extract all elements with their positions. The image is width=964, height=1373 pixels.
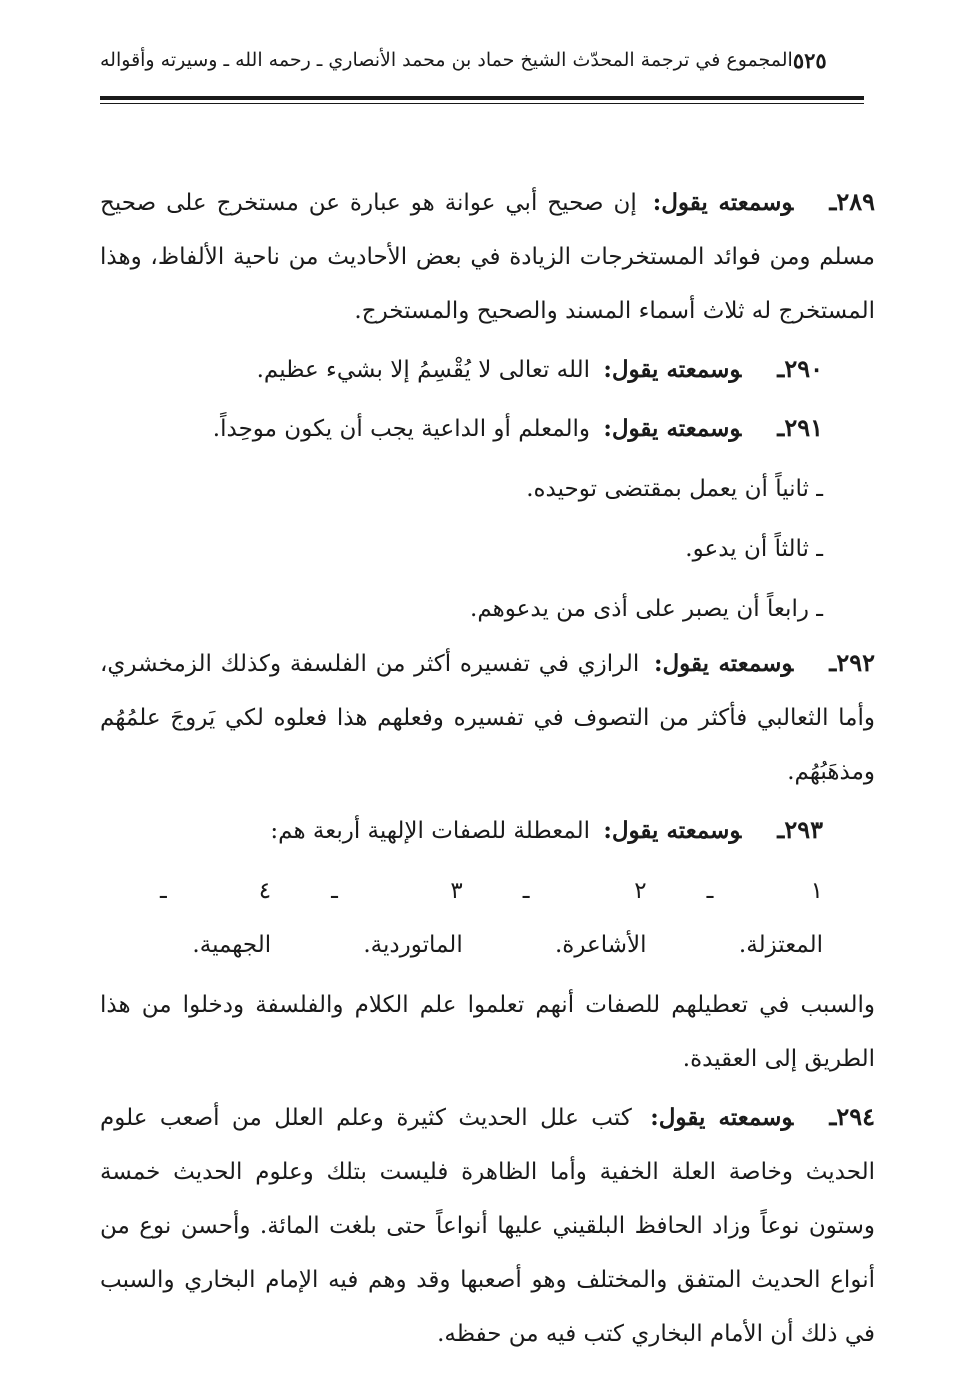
entry-number: ٢٩٢ـ	[829, 648, 875, 677]
entry-292	[100, 636, 875, 799]
entry-text: إن صحيح أبي عوانة هو عبارة عن مستخرج على صحيح مسلم ومن فوائد المستخرجات الزيادة في بعض الأحاديث من ناحية الألفاظ، وهذا المستخرج له ثلاث أسماء المسند والصحيح والمستخرج.	[100, 190, 875, 324]
list-item: ـ ثالثاً أن يدعو.	[685, 536, 823, 562]
header-rule-thin	[100, 103, 864, 104]
entry-text: والمعلم أو الداعية يجب أن يكون موحِداً.	[212, 416, 591, 442]
sect-list	[100, 864, 875, 972]
entry-text: الرازي في تفسيره أكثر من الفلسفة وكذلك الزمخشري، وأما الثعالبي فأكثر من التصوف في تفسيره وفعلهم هذا فعلوه لكي يَروجَ علمُهُم ومذهَبُهُم.	[100, 651, 875, 785]
page-body	[100, 175, 875, 1365]
entry-lead: وسمعته يقول:	[653, 650, 794, 677]
entry-text: المعطلة للصفات الإلهية أربعة هم:	[270, 818, 591, 844]
entry-293	[100, 803, 875, 858]
header-rule-thick	[100, 96, 864, 100]
entry-289	[100, 175, 875, 338]
list-item: ١ ـ المعتزلة.	[706, 878, 823, 958]
entry-number: ٢٩٤ـ	[829, 1102, 876, 1131]
header-title: المجموع في ترجمة المحدّث الشيخ حماد بن محمد الأنصاري ـ رحمه الله ـ وسيرته وأقواله	[100, 49, 793, 71]
entry-294	[100, 1090, 875, 1361]
list-item: ـ ثانياً أن يعمل بمقتضى توحيده.	[526, 476, 823, 502]
list-item: ٣ ـ الماتوردية.	[331, 878, 463, 958]
entry-text: والسبب في تعطيلهم للصفات أنهم تعلموا علم الكلام والفلسفة ودخلوا من هذا الطريق إلى العقيدة.	[100, 992, 875, 1072]
entry-text: كتب علل الحديث كثيرة وعلم العلل من أصعب علوم الحديث وخاصة العلة الخفية وأما الظاهرة فليست بتلك وعلوم الحديث خمسة وستون نوعاً وزاد الحافظ البلقيني عليها أنواعاً حتى بلغت المائة. وأحسن نوع من أنواع الحديث المتفق والمختلف وهو أصعبها وقد وهم فيه الإمام البخاري والسبب في ذلك أن الأمام البخاري كتب فيه من حفظه.	[100, 1105, 875, 1347]
entry-290	[100, 342, 875, 397]
list-item: ٢ ـ الأشاعرة.	[522, 878, 647, 958]
entry-lead: وسمعته يقول:	[603, 817, 742, 844]
entry-number: ٢٩٠ـ	[777, 354, 823, 383]
entry-text: الله تعالى لا يُقْسِمُ إلا بشيء عظيم.	[256, 357, 591, 383]
entry-number: ٢٩١ـ	[777, 413, 823, 442]
entry-lead: وسمعته يقول:	[603, 356, 742, 383]
entry-number: ٢٨٩ـ	[829, 187, 876, 216]
entry-lead: وسمعته يقول:	[603, 415, 742, 442]
entry-number: ٢٩٣ـ	[777, 815, 823, 844]
running-header	[100, 40, 827, 80]
list-item: ٤ ـ الجهمية.	[160, 878, 272, 958]
entry-lead: وسمعته يقول:	[652, 189, 794, 216]
list-item: ـ رابعاً أن يصبر على أذى من يدعوهم.	[470, 596, 823, 622]
page-number: ٥٢٥	[792, 47, 827, 73]
entry-lead: وسمعته يقول:	[650, 1104, 794, 1131]
entry-291	[100, 401, 875, 456]
reason-paragraph	[100, 978, 875, 1086]
